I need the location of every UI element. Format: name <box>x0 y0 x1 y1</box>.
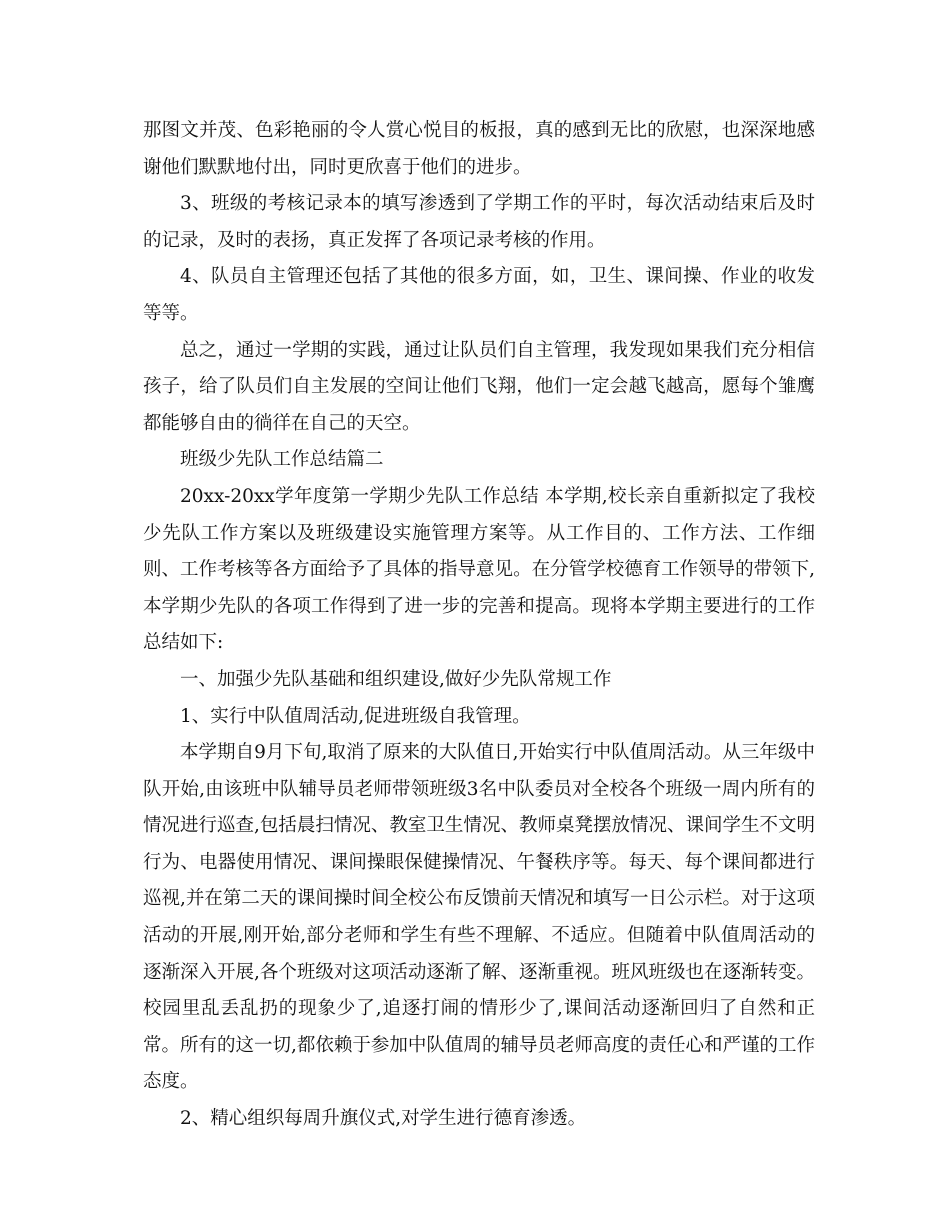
paragraph-intro: 20xx-20xx学年度第一学期少先队工作总结 本学期,校长亲自重新拟定了我校少先队工作方案以及班级建设实施管理方案等。从工作目的、工作方法、工作细则、工作考核等各方面给予了具体的指导意见。在分管学校德育工作领导的带领下,本学期少先队的各项工作得到了进一步的完善和提高。现将本学期主要进行的工作总结如下: <box>143 485 815 654</box>
section-heading: 班级少先队工作总结篇二 <box>180 449 384 471</box>
paragraph-continuation: 那图文并茂、色彩艳丽的令人赏心悦目的板报，真的感到无比的欣慰，也深深地感谢他们默默地付出，同时更欣喜于他们的进步。 <box>143 120 815 178</box>
paragraph-item-4: 4、队员自主管理还包括了其他的很多方面，如，卫生、课间操、作业的收发等等。 <box>143 266 815 324</box>
list-item-1: 1、实行中队值周活动,促进班级自我管理。 <box>180 705 531 727</box>
paragraph-item-3: 3、班级的考核记录本的填写渗透到了学期工作的平时，每次活动结束后及时的记录，及时的表扬，真正发挥了各项记录考核的作用。 <box>143 193 815 251</box>
paragraph-duty-week: 本学期自9月下旬,取消了原来的大队值日,开始实行中队值周活动。从三年级中队开始,由该班中队辅导员老师带领班级3名中队委员对全校各个班级一周内所有的情况进行巡查,包括晨扫情况、教室卫生情况、教师桌凳摆放情况、课间学生不文明行为、电器使用情况、课间操眼保健操情况、午餐秩序等。每天、每个课间都进行巡视,并在第二天的课间操时间全校公布反馈前天情况和填写一日公示栏。对于这项活动的开展,刚开始,部分老师和学生有些不理解、不适应。但随着中队值周活动的逐渐深入开展,各个班级对这项活动逐渐了解、逐渐重视。班风班级也在逐渐转变。校园里乱丢乱扔的现象少了,追逐打闹的情形少了,课间活动逐渐回归了自然和正常。所有的这一切,都依赖于参加中队值周的辅导员老师高度的责任心和严谨的工作态度。 <box>143 742 815 1093</box>
paragraph-conclusion: 总之，通过一学期的实践，通过让队员们自主管理，我发现如果我们充分相信孩子，给了队员们自主发展的空间让他们飞翔，他们一定会越飞越高，愿每个雏鹰都能够自由的徜徉在自己的天空。 <box>143 339 815 434</box>
subheading-one: 一、加强少先队基础和组织建设,做好少先队常规工作 <box>180 668 612 690</box>
document-body <box>143 113 815 1138</box>
list-item-2: 2、精心组织每周升旗仪式,对学生进行德育渗透。 <box>180 1108 587 1130</box>
